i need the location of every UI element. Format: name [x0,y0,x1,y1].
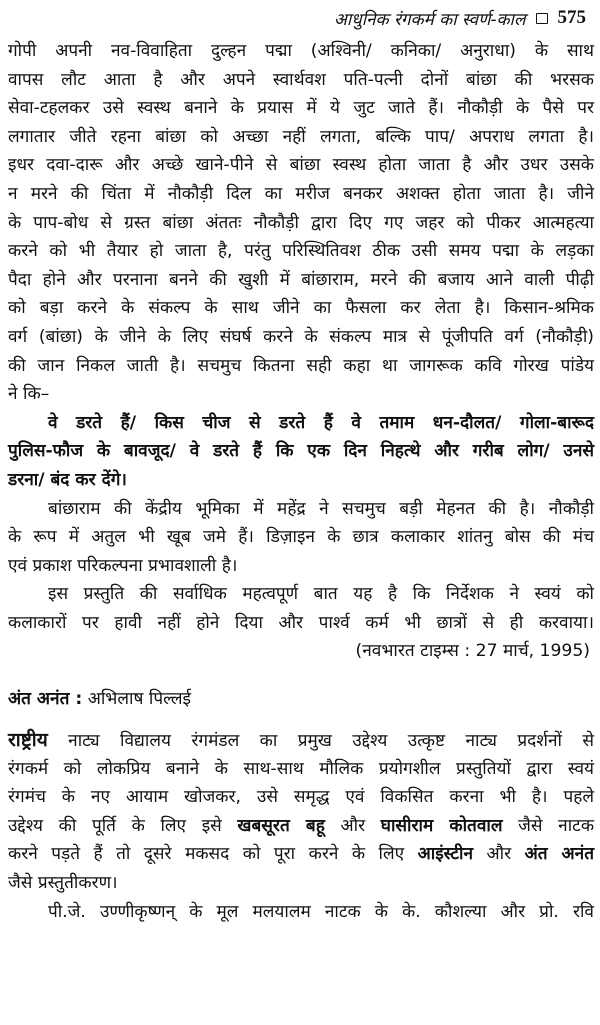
section-title: अंत अनंत : [8,689,83,710]
section-author: अभिलाष पिल्लई [87,689,191,710]
text-line: के पाप-बोध से ग्रस्त बांछा अंततः नौकौड़ी द्वारा दिए गए जहर को पीकर आत्महत्या [8,212,594,233]
text-line [8,840,594,869]
text-line [8,726,594,755]
text-line: एवं प्रकाश परिकल्पना प्रभावशाली है। [8,555,238,576]
text-line [8,812,594,841]
text-line: बांछाराम की केंद्रीय भूमिका में महेंद्र ने सचमुच बड़ी मेहनत की है। नौकौड़ी [48,498,594,519]
paragraph-2 [8,495,594,581]
running-header [334,4,586,32]
text-line: इधर दवा-दारू और अच्छे खाने-पीने से बांछा स्वस्थ होता जाता है और उधर उसके [8,155,594,176]
source-citation: (नवभारत टाइम्स : 27 मार्च, 1995) [355,641,590,662]
section-gap [8,716,594,726]
text-line: न मरने की चिंता में नौकौड़ी दिल का मरीज बनकर अशक्त होता जाता है। जीने [8,183,594,204]
paragraph-5 [8,898,594,927]
text-run: और [486,844,512,865]
text-line: सेवा-टहलकर उसे स्वस्थ बनाने के प्रयास में ये जुट जाते हैं। नौकौड़ी के पैसे पर [8,98,594,119]
text-run: उद्देश्य की पूर्ति के लिए इसे [8,815,222,836]
chapter-title: आधुनिक रंगकर्म का स्वर्ण-काल [333,9,526,30]
text-line: कलाकारों पर हावी नहीं होने दिया और पार्श्व कर्म भी छात्रों से ही करवाया। [8,612,594,633]
play-title: घासीराम कोतवाल [380,815,503,836]
body-text [8,37,594,926]
text-line: ने कि– [8,384,50,405]
paragraph-1 [8,37,594,409]
text-line: रंगकर्म को लोकप्रिय बनाने के साथ-साथ मौलिक प्रयोगशील प्रस्तुतियों द्वारा स्वयं [8,758,594,779]
text-run: करने पड़ते हैं तो दूसरे मकसद को पूरा करने के लिए [8,844,405,865]
play-title: आइंस्टीन [417,844,473,865]
play-title: खबसूरत बहू [237,815,325,836]
text-line: रंगमंच के नए आयाम खोजकर, उसे समृद्ध एवं विकसित करना भी है। पहले [8,787,594,808]
text-line: इस प्रस्तुति की सर्वाधिक महत्वपूर्ण बात यह है कि निर्देशक ने स्वयं को [48,584,594,605]
section-heading [8,682,594,716]
text-run: और [340,815,366,836]
lead-word: राष्ट्रीय [8,729,48,752]
text-line: की जान निकल जाती है। सचमुच कितना सही कहा था जागरूक कवि गोरख पांडेय [8,355,594,376]
text-line: लगातार जीते रहना बांछा को अच्छा नहीं लगता, बल्कि पाप/ अपराध लगता है। [8,126,594,147]
square-box-icon [536,13,548,24]
text-line: को बड़ा करने के संकल्प के साथ जीने का फैसला कर लेता है। किसान-श्रमिक [8,298,594,319]
text-line: वापस लौट आता है और अपने स्वार्थवश पति-पत्नी दोनों बांछा की भरसक [8,69,594,90]
text-line: पी.जे. उण्णीकृष्णन् के मूल मलयालम नाटक के के. कौशल्या और प्रो. रवि [48,901,594,922]
text-line: पैदा होने और परनाना बनने की खुशी में बांछाराम, मरने की बजाय आने वाली पीढ़ी [8,269,594,290]
text-run: जैसे नाटक [518,815,595,836]
text-line: जैसे प्रस्तुतीकरण। [8,873,118,894]
text-line: करने को भी तैयार हो जाता है, परंतु परिस्थितिवश ठीक उसी समय पद्मा के लड़का [8,241,594,262]
poem-line: वे डरते हैं/ किस चीज से डरते हैं वे तमाम धन-दौलत/ गोला-बारूद [48,412,594,433]
poem-line: पुलिस-फौज के बावजूद/ वे डरते हैं कि एक दिन निहत्थे और गरीब लोग/ उनसे [8,441,594,462]
text-line: वर्ग (बांछा) के जीने के लिए संघर्ष करने के संकल्प मात्र से पूंजीपति वर्ग (नौकौड़ी) [8,326,594,347]
page-number: 575 [557,7,586,28]
poem-line: डरना/ बंद कर देंगे। [8,469,127,490]
text-run: नाट्य विद्यालय रंगमंडल का प्रमुख उद्देश्य उत्कृष्ट नाट्य प्रदर्शनों से [68,731,594,752]
text-line: के रूप में अतुल भी खूब जमे हैं। डिज़ाइन के छात्र कलाकार शांतनु बोस की मंच [8,527,594,548]
text-line: गोपी अपनी नव-विवाहिता दुल्हन पद्मा (अश्विनी/ कनिका/ अनुराधा) के साथ [8,41,594,61]
paragraph-3 [8,580,594,637]
play-title: अंत अनंत [524,844,594,865]
poem-quote [8,409,594,495]
section-gap [8,666,594,682]
paragraph-4 [8,726,594,898]
